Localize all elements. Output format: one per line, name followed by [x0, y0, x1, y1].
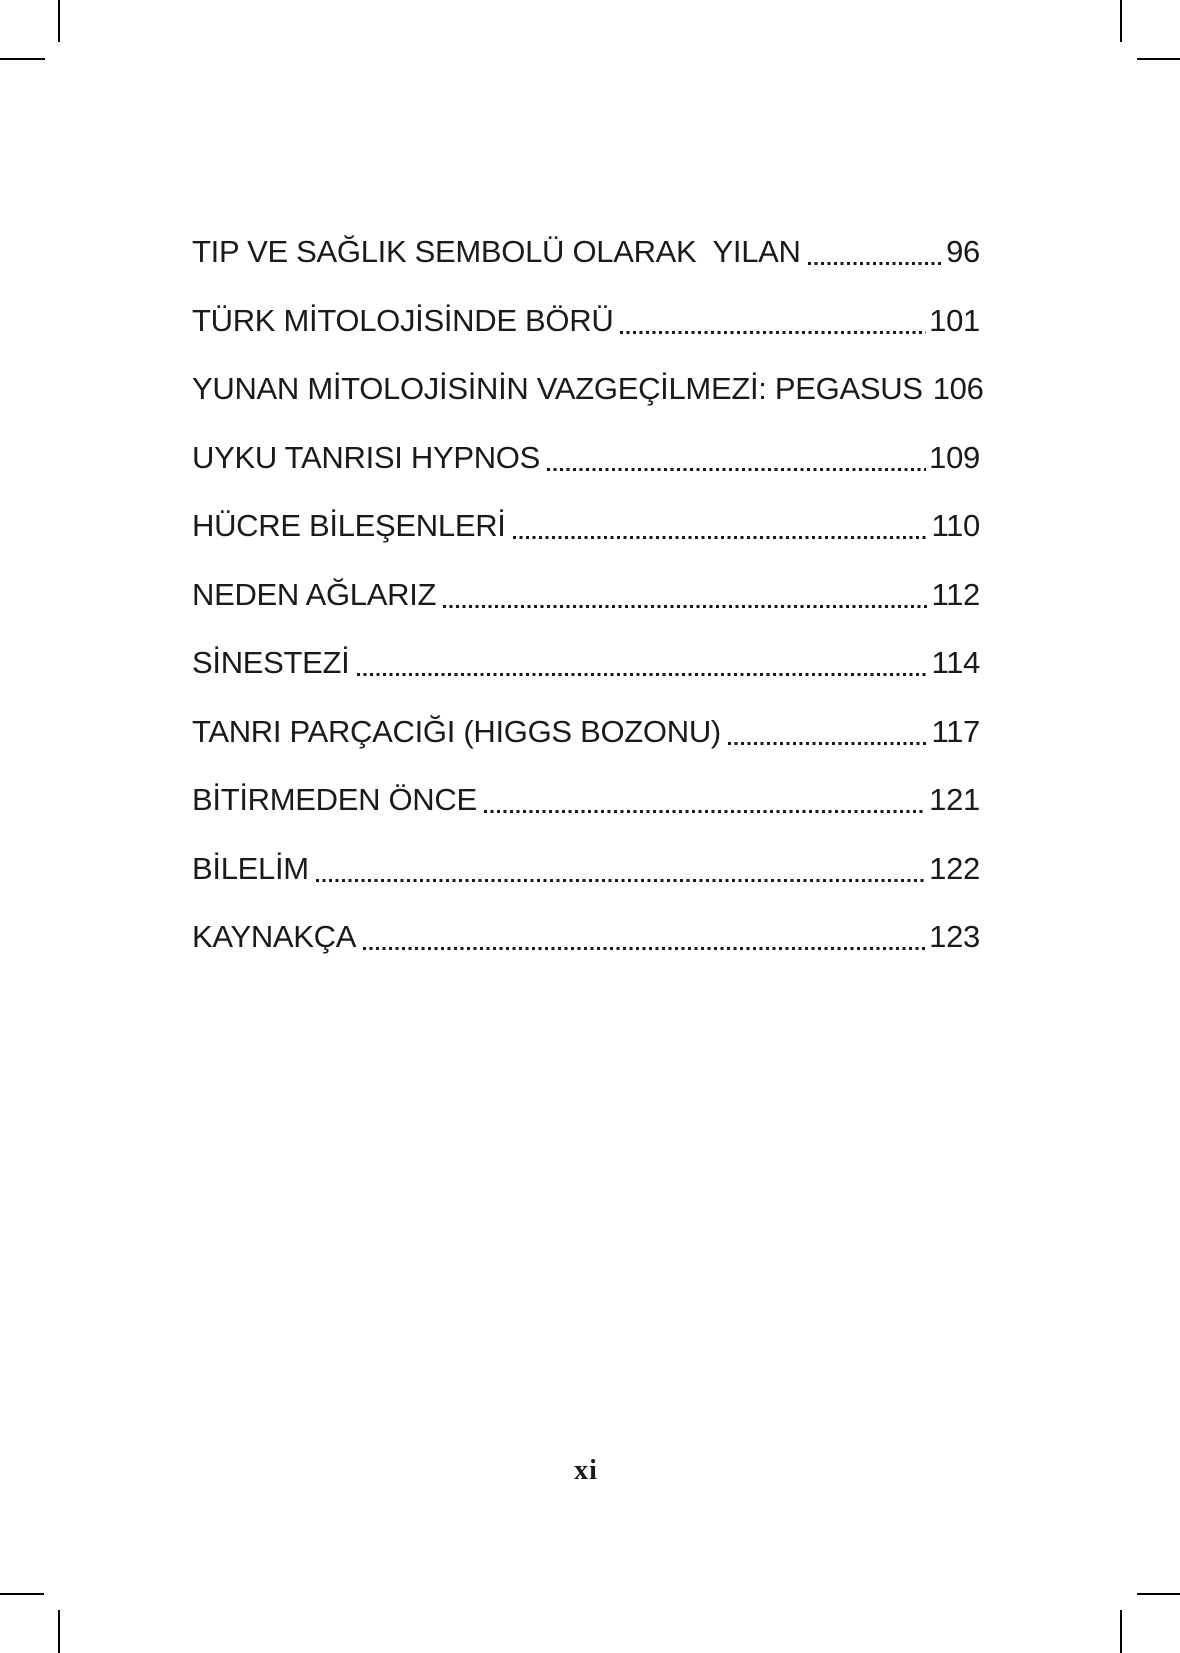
dot-leader	[620, 331, 926, 334]
crop-mark-bottom-right-horizontal	[1137, 1593, 1180, 1595]
dot-leader	[443, 605, 928, 608]
toc-entry-title: KAYNAKÇA	[192, 919, 357, 954]
toc-list	[192, 234, 984, 988]
toc-entry-title: SİNESTEZİ	[192, 645, 350, 680]
dot-leader	[484, 810, 926, 813]
toc-entry-title: NEDEN AĞLARIZ	[192, 576, 437, 612]
toc-entry-title: HÜCRE BİLEŞENLERİ	[192, 508, 506, 543]
toc-entry-title: YUNAN MİTOLOJİSİNİN VAZGEÇİLMEZİ: PEGASUS	[192, 371, 923, 406]
toc-entry-page: 114	[931, 645, 980, 680]
toc-entry-title: UYKU TANRISI HYPNOS	[192, 439, 540, 475]
toc-entry-page: 112	[931, 576, 980, 612]
dot-leader	[547, 468, 926, 471]
toc-entry	[192, 234, 980, 270]
crop-mark-top-left-vertical	[58, 0, 60, 42]
dot-leader	[363, 947, 926, 950]
toc-entry	[192, 508, 980, 544]
toc-entry-page: 109	[929, 439, 980, 475]
toc-entry-page: 123	[929, 919, 980, 954]
toc-entry-page: 122	[929, 850, 980, 886]
toc-entry-page: 96	[946, 234, 980, 269]
toc-entry-title: TANRI PARÇACIĞI (HIGGS BOZONU)	[192, 713, 721, 749]
dot-leader	[357, 673, 929, 676]
toc-entry	[192, 645, 980, 681]
toc-entry-page: 106	[932, 371, 984, 406]
toc-entry	[192, 303, 980, 339]
toc-entry-page: 110	[931, 508, 980, 543]
toc-entry-page: 121	[929, 782, 980, 817]
crop-mark-top-right-vertical	[1120, 0, 1122, 42]
toc-entry	[192, 782, 980, 818]
crop-mark-bottom-left-vertical	[58, 1610, 60, 1653]
dot-leader	[316, 879, 926, 882]
toc-entry	[192, 714, 980, 750]
page-number-footer: xi	[574, 1455, 598, 1486]
toc-entry-page: 117	[931, 713, 980, 749]
toc-entry	[192, 440, 980, 476]
toc-entry-title: TÜRK MİTOLOJİSİNDE BÖRÜ	[192, 302, 614, 338]
toc-entry-page: 101	[929, 302, 980, 338]
crop-mark-bottom-left-horizontal	[0, 1593, 44, 1595]
toc-entry	[192, 371, 984, 407]
toc-entry	[192, 851, 980, 887]
toc-entry	[192, 919, 980, 955]
toc-entry-title: BİLELİM	[192, 850, 309, 886]
crop-mark-top-right-horizontal	[1137, 58, 1180, 60]
dot-leader	[513, 536, 929, 539]
crop-mark-top-left-horizontal	[0, 58, 45, 60]
dot-leader	[808, 262, 944, 265]
dot-leader	[728, 742, 929, 745]
toc-entry	[192, 577, 980, 613]
toc-entry-title: BİTİRMEDEN ÖNCE	[192, 782, 477, 817]
crop-mark-bottom-right-vertical	[1120, 1610, 1122, 1653]
toc-entry-title: TIP VE SAĞLIK SEMBOLÜ OLARAK YILAN	[192, 234, 801, 269]
